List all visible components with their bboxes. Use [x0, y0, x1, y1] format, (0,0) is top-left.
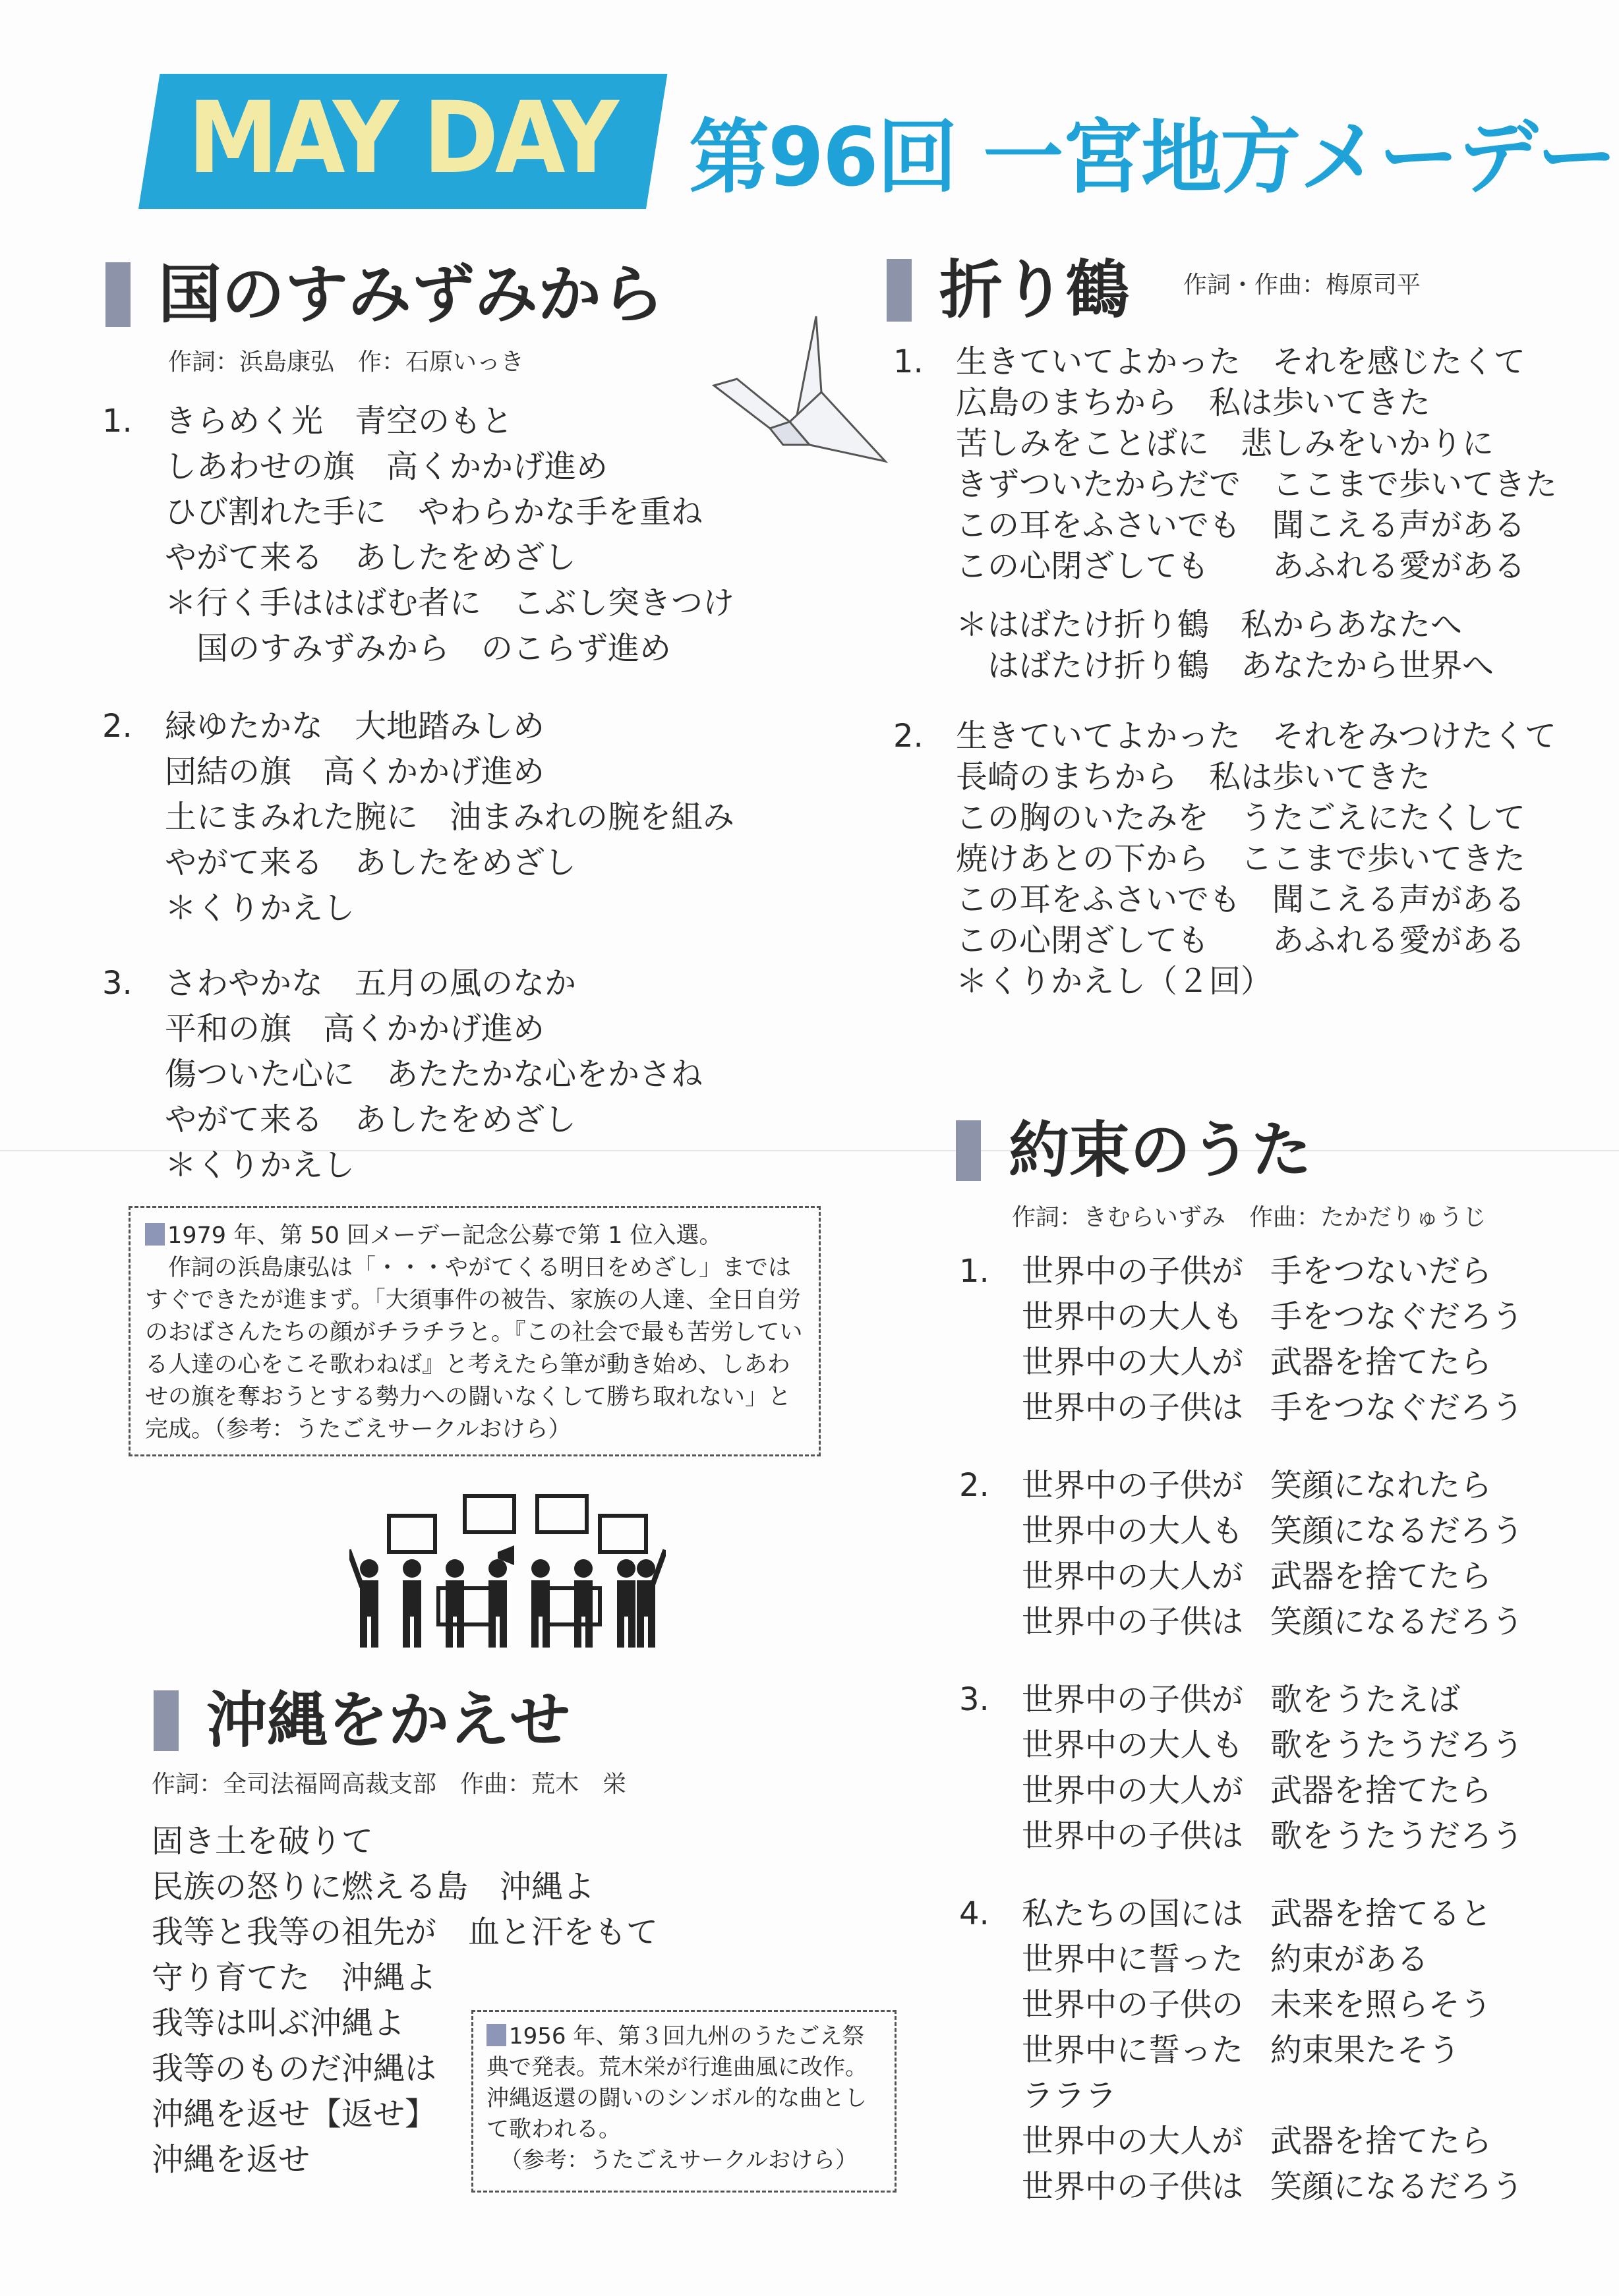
- lyric-line: ＊くりかえし: [165, 890, 355, 927]
- song-title: 折り鶴: [939, 253, 1129, 327]
- verse-number: 3.: [959, 1681, 989, 1718]
- song-note: [471, 2010, 897, 2193]
- note-reference: （参考：うたごえサークルおけら）: [500, 2147, 858, 2173]
- verse-number: 1.: [893, 343, 924, 380]
- lyric-phrase: 約束がある: [1270, 1941, 1429, 1978]
- lyric-phrase: 世界中の子供の: [1022, 1986, 1244, 2023]
- lyric-line: この耳をふさいでも 聞こえる声がある: [956, 507, 1526, 544]
- lyric-phrase: 世界中の子供が: [1022, 1253, 1244, 1290]
- square-bullet-icon: [486, 2024, 506, 2046]
- lyric-line: 団結の旗 高くかかげ進め: [165, 753, 545, 790]
- lyric-phrase: 世界中の子供が: [1022, 1467, 1244, 1504]
- verse: [959, 1463, 1523, 1645]
- verse-lines: [1022, 1891, 1523, 2210]
- lyric-line: 傷ついた心に あたたかな心をかさね: [165, 1056, 703, 1093]
- lyric-phrase: 武器を捨てたら: [1270, 1772, 1492, 1809]
- song-lyrics: [893, 341, 1557, 1002]
- lyric-phrase: 手をつなぐだろう: [1270, 1298, 1524, 1335]
- lyric-line: 緑ゆたかな 大地踏みしめ: [165, 708, 545, 745]
- verse: [959, 1677, 1523, 1859]
- lyric-phrase: 世界中の子供は: [1022, 2168, 1244, 2205]
- verse-lines: [956, 604, 1494, 686]
- verse-number: 1.: [959, 1253, 989, 1290]
- lyric-line: [1022, 2164, 1523, 2210]
- song-heading-kuni: [105, 258, 664, 331]
- lyric-line: [1022, 1982, 1523, 2028]
- heading-bar: [956, 1120, 981, 1181]
- lyric-phrase: 歌をうたえば: [1270, 1681, 1461, 1718]
- lyric-phrase: 世界中の子供が: [1022, 1681, 1244, 1718]
- lyric-line: ひび割れた手に やわらかな手を重ね: [165, 494, 703, 531]
- lyric-line: この胸のいたみを うたごえにたくして: [956, 799, 1526, 836]
- lyric-line: 生きていてよかった それをみつけたくて: [956, 718, 1557, 755]
- lyric-line: 我等のものだ沖縄は: [152, 2050, 437, 2087]
- lyric-phrase: 未来を照らそう: [1270, 1986, 1492, 2023]
- lyric-phrase: 世界中の大人が: [1022, 1772, 1244, 1809]
- lyric-line: さわやかな 五月の風のなか: [165, 965, 577, 1002]
- lyric-phrase: 世界中の大人が: [1022, 1558, 1244, 1595]
- verse: [893, 716, 1557, 1002]
- lyric-line: 長崎のまちから 私は歩いてきた: [956, 759, 1431, 795]
- lyric-line: 平和の旗 高くかかげ進め: [165, 1010, 545, 1047]
- lyric-line: [1022, 1508, 1523, 1554]
- lyric-line: この心閉ざしても あふれる愛がある: [956, 548, 1526, 585]
- lyric-line: [1022, 1599, 1523, 1645]
- lyric-line: ＊くりかえし: [165, 1147, 355, 1184]
- lyric-line: この耳をふさいでも 聞こえる声がある: [956, 881, 1526, 918]
- lyric-line: [1022, 1814, 1523, 1859]
- lyric-phrase: 武器を捨てたら: [1270, 2123, 1492, 2160]
- verse: [893, 604, 1557, 686]
- verse-number: 4.: [959, 1895, 989, 1932]
- lyric-phrase: 歌をうたうだろう: [1270, 1727, 1524, 1764]
- lyric-line: [1022, 2028, 1523, 2073]
- verse-number: 2.: [959, 1467, 989, 1504]
- verse: [893, 341, 1557, 587]
- song-title: 約束のうた: [1009, 1115, 1312, 1186]
- lyric-line: 民族の怒りに燃える島 沖縄よ: [152, 1868, 595, 1905]
- protest-crowd-icon: [349, 1489, 666, 1651]
- lyric-phrase: 武器を捨てたら: [1270, 1558, 1492, 1595]
- lyric-line: 広島のまちから 私は歩いてきた: [956, 384, 1431, 421]
- verse-lines: [165, 399, 734, 672]
- lyric-line: ＊くりかえし（２回）: [956, 963, 1273, 1000]
- lyric-line: きずついたからだで ここまで歩いてきた: [956, 466, 1558, 503]
- verse-number: 1.: [102, 403, 132, 440]
- lyric-phrase: 世界中の子供は: [1022, 1818, 1244, 1854]
- lyric-line: しあわせの旗 高くかかげ進め: [165, 448, 608, 485]
- lyric-phrase: 世界中の大人が: [1022, 2123, 1244, 2160]
- lyric-line: この心閉ざしても あふれる愛がある: [956, 922, 1526, 959]
- lyric-line: [1022, 1677, 1523, 1723]
- verse-lines: [956, 716, 1556, 1002]
- verse-lines: [1022, 1677, 1523, 1859]
- song-note: [129, 1206, 821, 1456]
- lyric-phrase: 武器を捨てると: [1270, 1895, 1492, 1932]
- song-heading-okinawa: [154, 1685, 571, 1756]
- verse-lines: [1022, 1249, 1523, 1431]
- lyric-line: 守り育てた 沖縄よ: [152, 1959, 437, 1996]
- verse-lines: [956, 341, 1557, 587]
- lyric-phrase: ラララ: [1022, 2077, 1117, 2114]
- lyric-line: 我等と我等の祖先が 血と汗をもて: [152, 1914, 659, 1951]
- lyric-phrase: 世界中の大人も: [1022, 1298, 1244, 1335]
- lyric-line: きらめく光 青空のもと: [165, 403, 514, 440]
- lyric-line: [1022, 1937, 1523, 1982]
- lyric-line: ＊はばたけ折り鶴 私からあなたへ: [956, 606, 1463, 643]
- lyric-line: 国のすみずみから のこらず進め: [165, 630, 672, 667]
- lyric-line: [1022, 2119, 1523, 2164]
- heading-bar: [887, 259, 912, 322]
- lyric-phrase: 世界中に誓った: [1022, 1941, 1244, 1978]
- song-credits: 作詞：浜島康弘 作：石原いっき: [168, 349, 525, 376]
- lyric-phrase: 世界中の大人が: [1022, 1344, 1244, 1381]
- song-heading-yakusoku: [956, 1115, 1312, 1186]
- lyric-line: [1022, 1723, 1523, 1768]
- lyric-line: 我等は叫ぶ沖縄よ: [152, 2005, 405, 2042]
- song-credits: 作詞：きむらいずみ 作曲：たかだりゅうじ: [1012, 1204, 1487, 1231]
- song-lyrics: [959, 1249, 1523, 2210]
- lyric-phrase: 私たちの国には: [1022, 1895, 1244, 1932]
- lyric-phrase: 世界中の子供は: [1022, 1389, 1244, 1426]
- lyric-line: [1022, 1249, 1523, 1294]
- verse: [959, 1249, 1523, 1431]
- lyric-phrase: 世界中の子供は: [1022, 1603, 1244, 1640]
- lyric-line: 固き土を破りて: [152, 1823, 374, 1860]
- lyric-phrase: 約束果たそう: [1270, 2032, 1461, 2069]
- verse-number: 2.: [102, 708, 132, 745]
- square-bullet-icon: [145, 1223, 165, 1246]
- lyric-phrase: 笑顔になるだろう: [1270, 1512, 1524, 1549]
- heading-bar: [154, 1690, 179, 1751]
- verse-number: 3.: [102, 965, 132, 1002]
- lyric-line: やがて来る あしたをめざし: [165, 539, 577, 576]
- heading-bar: [105, 262, 131, 327]
- origami-crane-icon: [711, 313, 889, 468]
- verse: [102, 961, 734, 1188]
- lyric-line: 苦しみをことばに 悲しみをいかりに: [956, 425, 1494, 462]
- verse: [102, 704, 734, 931]
- song-title: 国のすみずみから: [158, 258, 664, 331]
- lyric-line: 沖縄を返せ: [152, 2141, 310, 2178]
- lyric-line: 土にまみれた腕に 油まみれの腕を組み: [165, 799, 735, 836]
- lyric-line: 生きていてよかった それを感じたくて: [956, 343, 1526, 380]
- lyric-phrase: 世界中の大人も: [1022, 1512, 1244, 1549]
- lyric-phrase: 笑顔になるだろう: [1270, 1603, 1524, 1640]
- lyric-line: はばたけ折り鶴 あなたから世界へ: [956, 647, 1494, 684]
- note-body: 作詞の浜島康弘は「・・・やがてくる明日をめざし」まではすぐできたが進まず。「大須事件の被告、家族の人達、全日自労のおばさんたちの顔がチラチラと。『この社会で最も苦労している人達の心をこそ歌わねば』と考えたら筆が動き始め、しあわせの旗を奪おうとする勢力への闘いなくして勝ち取れない」と完成。（参考：うたごえサークルおけら）: [145, 1255, 803, 1443]
- verse-number: [893, 604, 956, 686]
- lyric-line: 沖縄を返せ【返せ】: [152, 2096, 437, 2133]
- lyric-phrase: 笑顔になるだろう: [1270, 2168, 1524, 2205]
- note-lead: 1956 年、第３回九州のうたごえ祭典で発表。荒木栄が行進曲風に改作。沖縄返還の闘いのシンボル的な曲として歌われる。: [486, 2023, 868, 2142]
- page-title: 第96回 一宮地方メーデー: [689, 111, 1616, 204]
- lyric-line: [1022, 2073, 1523, 2119]
- lyric-phrase: 世界中の大人も: [1022, 1727, 1244, 1764]
- lyric-phrase: 笑顔になれたら: [1270, 1467, 1492, 1504]
- song-title: 沖縄をかえせ: [206, 1685, 571, 1756]
- verse-lines: [1022, 1463, 1523, 1645]
- lyric-line: やがて来る あしたをめざし: [165, 1101, 577, 1138]
- lyric-line: [1022, 1891, 1523, 1937]
- lyric-phrase: 手をつなぐだろう: [1270, 1389, 1524, 1426]
- lyric-line: [1022, 1385, 1523, 1431]
- song-credits: 作詞・作曲：梅原司平: [1183, 272, 1421, 299]
- lyric-line: 焼けあとの下から ここまで歩いてきた: [956, 840, 1526, 877]
- song-credits: 作詞：全司法福岡高裁支部 作曲：荒木 栄: [152, 1771, 627, 1798]
- verse: [959, 1891, 1523, 2210]
- lyric-line: [1022, 1340, 1523, 1385]
- verse-lines: [165, 704, 734, 931]
- may-day-banner-text: MAY DAY: [188, 81, 616, 196]
- lyric-line: ＊行く手ははばむ者に こぶし突きつけ: [165, 585, 735, 621]
- verse-number: 2.: [893, 718, 924, 755]
- lyric-line: [1022, 1463, 1523, 1508]
- song-lyrics: [102, 399, 734, 1188]
- lyric-line: [1022, 1554, 1523, 1599]
- lyric-line: [1022, 1768, 1523, 1814]
- verse-lines: [165, 961, 703, 1188]
- lyric-line: やがて来る あしたをめざし: [165, 844, 577, 881]
- verse: [102, 399, 734, 672]
- lyric-line: [1022, 1294, 1523, 1340]
- lyric-phrase: 手をつないだら: [1270, 1253, 1492, 1290]
- lyric-phrase: 歌をうたうだろう: [1270, 1818, 1524, 1854]
- note-lead: 1979 年、第 50 回メーデー記念公募で第 1 位入選。: [167, 1222, 722, 1249]
- lyric-phrase: 世界中に誓った: [1022, 2032, 1244, 2069]
- lyric-phrase: 武器を捨てたら: [1270, 1344, 1492, 1381]
- song-heading-orizuru: [887, 253, 1129, 327]
